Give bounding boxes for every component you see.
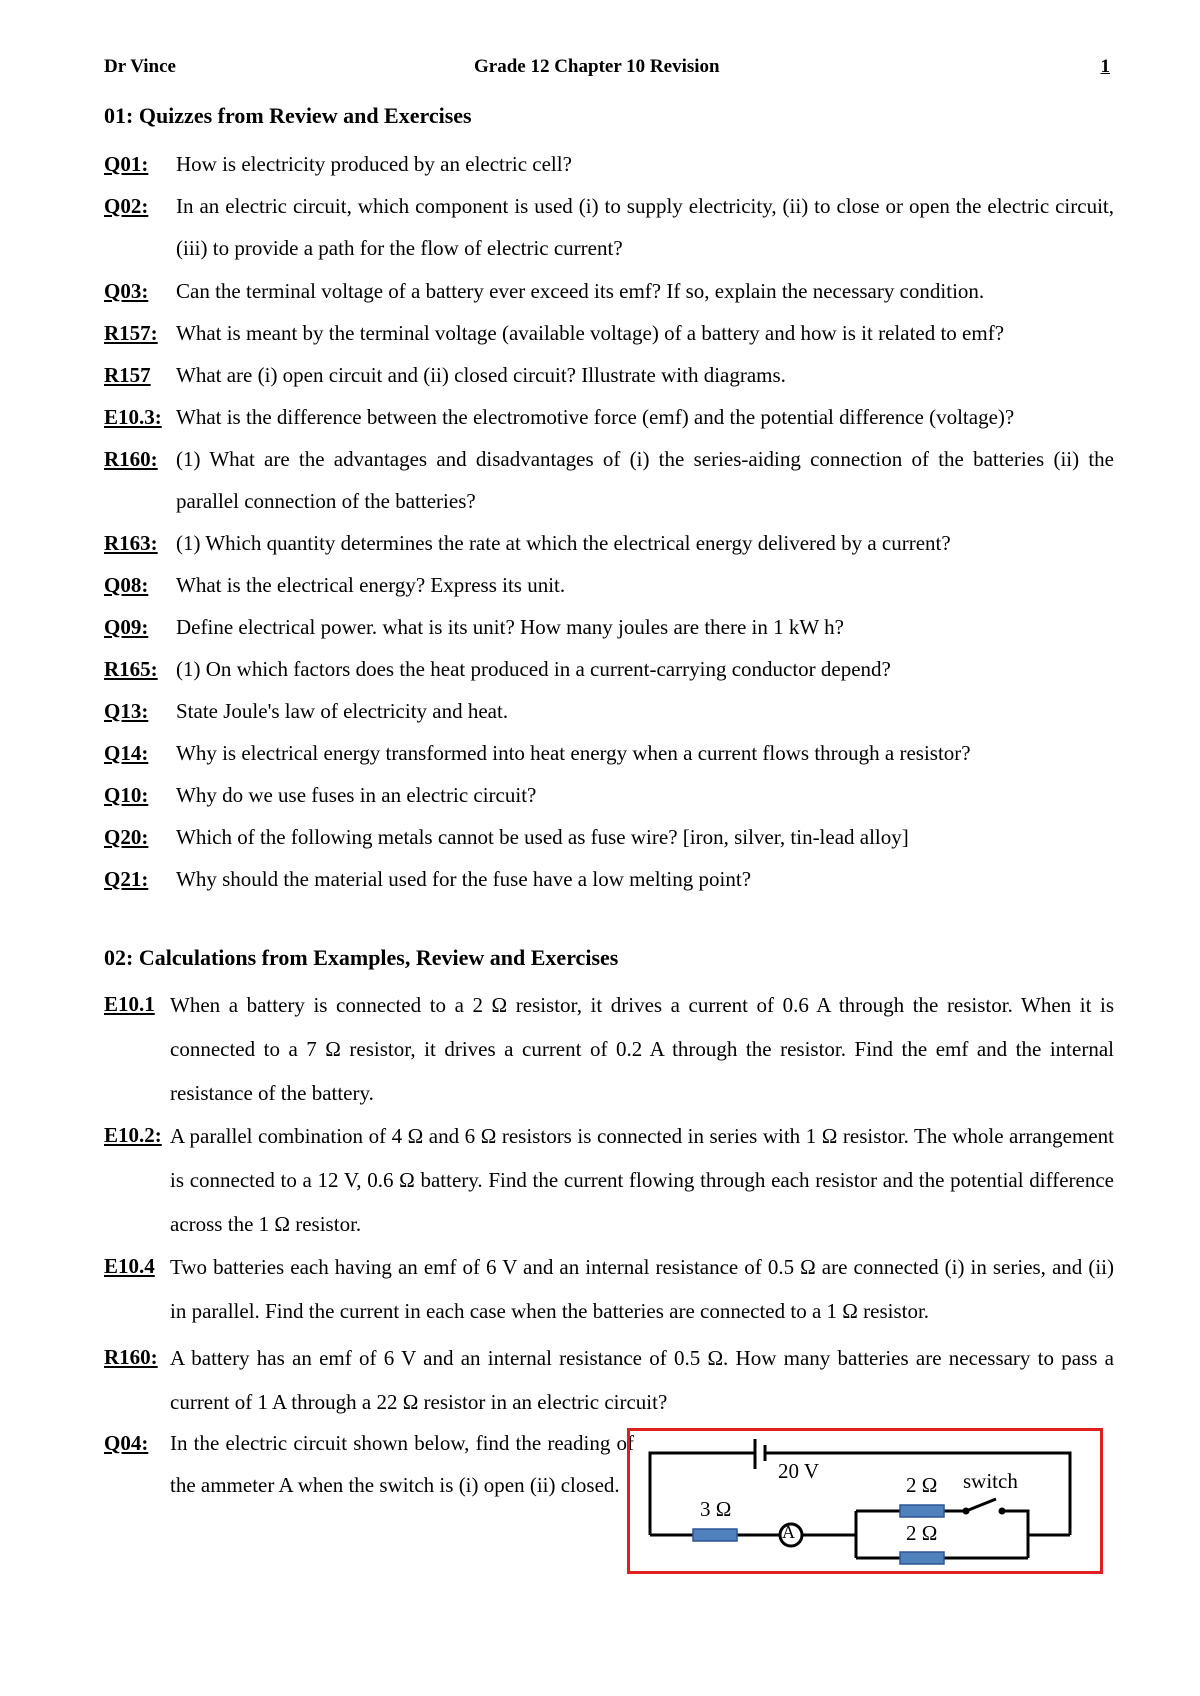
question-text: Why is electrical energy transformed into heat energy when a current flows through a resistor?: [176, 741, 971, 765]
question-tag: Q04:: [104, 1431, 149, 1455]
question-text: A battery has an emf of 6 V and an internal resistance of 0.5 Ω. How many batteries are necessary to pass a current of 1 A through a 22 Ω resistor in an electric circuit?: [170, 1346, 1114, 1414]
battery-label: 20 V: [778, 1459, 820, 1483]
switch-label: switch: [963, 1469, 1018, 1493]
question-text: (1) What are the advantages and disadvantages of (i) the series-aiding connection of the batteries (ii) the parallel connection of the batteries?: [176, 447, 1114, 513]
r2-label: 2 Ω: [906, 1473, 938, 1497]
question-item: [104, 1114, 1114, 1246]
ammeter-label: A: [782, 1522, 795, 1542]
question-item: [104, 690, 1114, 732]
wire-top-left: [650, 1453, 755, 1535]
question-text: How is electricity produced by an electric cell?: [176, 152, 572, 176]
question-item: [104, 648, 1114, 690]
question-text: Why should the material used for the fuse have a low melting point?: [176, 867, 752, 891]
question-text: Can the terminal voltage of a battery ever exceed its emf? If so, explain the necessary condition.: [176, 279, 985, 303]
question-tag: Q14:: [104, 741, 149, 765]
question-text: What is the electrical energy? Express its unit.: [176, 573, 566, 597]
question-tag: Q20:: [104, 825, 149, 849]
question-item: [104, 774, 1114, 816]
section-1-title: 01: Quizzes from Review and Exercises: [104, 103, 472, 128]
question-text: (1) On which factors does the heat produced in a current-carrying conductor depend?: [176, 657, 891, 681]
section-2-title: 02: Calculations from Examples, Review and Exercises: [104, 945, 619, 970]
circuit-diagram: [627, 1428, 1103, 1574]
question-item: [104, 185, 1114, 269]
document-title: Grade 12 Chapter 10 Revision: [474, 56, 720, 77]
question-text: Define electrical power. what is its unit? How many joules are there in 1 kW h?: [176, 615, 844, 639]
question-item: [104, 1245, 1114, 1333]
question-tag: R160:: [104, 447, 158, 471]
question-tag: Q09:: [104, 615, 149, 639]
page-header: [104, 56, 1110, 84]
question-item: [104, 816, 1114, 858]
question-tag: E10.4: [104, 1254, 155, 1278]
author-name: Dr Vince: [104, 56, 176, 77]
question-tag: Q10:: [104, 783, 149, 807]
question-item: [104, 983, 1114, 1115]
question-tag: Q08:: [104, 573, 149, 597]
question-item: [104, 143, 1114, 185]
question-text: Two batteries each having an emf of 6 V and an internal resistance of 0.5 Ω are connected (i) in series, and (ii) in parallel. Find the current in each case when the batteries are connected to a 1 Ω resistor.: [170, 1255, 1114, 1323]
question-item: [104, 270, 1114, 312]
question-item: [104, 522, 1114, 564]
question-text: In the electric circuit shown below, find the reading of the ammeter A when the switch is (i) open (ii) closed.: [170, 1431, 634, 1497]
question-tag: R165:: [104, 657, 158, 681]
question-item: [104, 564, 1114, 606]
question-tag: Q01:: [104, 152, 149, 176]
question-text: Which of the following metals cannot be used as fuse wire? [iron, silver, tin-lead alloy]: [176, 825, 909, 849]
question-text: (1) Which quantity determines the rate at which the electrical energy delivered by a current?: [176, 531, 951, 555]
question-tag: Q13:: [104, 699, 149, 723]
question-text: What is the difference between the electromotive force (emf) and the potential difference (voltage)?: [176, 405, 1015, 429]
question-text: What is meant by the terminal voltage (available voltage) of a battery and how is it related to emf?: [176, 321, 1005, 345]
r1-label: 3 Ω: [700, 1497, 732, 1521]
question-tag: Q21:: [104, 867, 149, 891]
question-text: When a battery is connected to a 2 Ω resistor, it drives a current of 0.6 A through the resistor. When it is connected to a 7 Ω resistor, it drives a current of 0.2 A through the resistor. Find the emf and the internal resistance of the battery.: [170, 993, 1114, 1105]
question-tag: Q03:: [104, 279, 149, 303]
question-item: [104, 438, 1114, 522]
question-text: Why do we use fuses in an electric circuit?: [176, 783, 537, 807]
question-item: [104, 1336, 1114, 1424]
question-text: A parallel combination of 4 Ω and 6 Ω resistors is connected in series with 1 Ω resistor. The whole arrangement is connected to a 12 V, 0.6 Ω battery. Find the current flowing through each resistor and the potential difference across the 1 Ω resistor.: [170, 1124, 1114, 1236]
question-q04: [104, 1422, 634, 1506]
question-item: [104, 312, 1114, 354]
switch-contact-right: [999, 1508, 1006, 1515]
page-number: 1: [1100, 56, 1110, 77]
question-text: State Joule's law of electricity and heat.: [176, 699, 509, 723]
question-tag: E10.2:: [104, 1123, 162, 1147]
question-tag: R160:: [104, 1345, 158, 1369]
question-item: [104, 858, 1114, 900]
r3-label: 2 Ω: [906, 1521, 938, 1545]
question-item: [104, 606, 1114, 648]
question-tag: E10.1: [104, 992, 155, 1016]
question-tag: Q02:: [104, 194, 149, 218]
question-tag: R163:: [104, 531, 158, 555]
question-tag: R157: [104, 363, 151, 387]
question-text: What are (i) open circuit and (ii) closed circuit? Illustrate with diagrams.: [176, 363, 786, 387]
resistor-3-ohm: [693, 1529, 737, 1541]
switch-blade: [966, 1499, 996, 1511]
resistor-2-ohm-top: [900, 1505, 944, 1517]
question-item: [104, 396, 1114, 438]
switch-contact-left: [963, 1508, 970, 1515]
question-tag: R157:: [104, 321, 158, 345]
question-tag: E10.3:: [104, 405, 162, 429]
question-text: In an electric circuit, which component is used (i) to supply electricity, (ii) to close or open the electric circuit, (iii) to provide a path for the flow of electric current?: [176, 194, 1114, 260]
question-item: [104, 732, 1114, 774]
question-item: [104, 354, 1114, 396]
resistor-2-ohm-bottom: [900, 1552, 944, 1564]
